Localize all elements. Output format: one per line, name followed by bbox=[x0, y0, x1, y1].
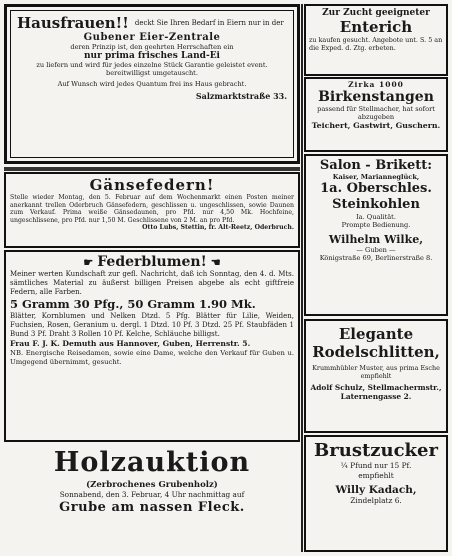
ad-rodelschlitten-name: Adolf Schulz, Stellmachermstr., Laternengasse 2. bbox=[310, 383, 442, 401]
ad-birkenstangen-text: passend für Stellmacher, hat sofort abzugeben bbox=[317, 105, 435, 121]
ad-hausfrauen-company: Gubener Eier-Zentrale bbox=[83, 32, 221, 43]
ad-enterich-text: zu kaufen gesucht. Angebote unt. S. 5 an die Exped. d. Ztg. erbeten. bbox=[309, 36, 443, 52]
ad-federblumen-nb: NB. Energische Reisedamen, sowie eine Dame, welche den Verkauf für Guben u. Umgegend übernimmt, gesucht. bbox=[10, 349, 294, 366]
ad-hausfrauen-address: Salzmarktstraße 33. bbox=[195, 91, 287, 101]
ad-brikett-headline2: 1a. Oberschles. Steinkohlen bbox=[320, 181, 432, 213]
ad-brustzucker-name: Willy Kadach, bbox=[335, 484, 417, 496]
ad-federblumen-demuth: Frau F. J. K. Demuth aus Hannover, Guben, Herrenstr. 5. bbox=[10, 339, 251, 348]
ad-holzauktion-sub: (Zerbrochenes Grubenholz) bbox=[86, 480, 218, 490]
right-column bbox=[304, 4, 448, 552]
ad-brustzucker-headline: Brustzucker bbox=[314, 440, 438, 461]
ad-holzauktion bbox=[4, 444, 300, 552]
ad-brustzucker-price: ¼ Pfund nur 15 Pf. bbox=[340, 461, 412, 470]
ad-enterich bbox=[304, 4, 448, 76]
ad-brikett-brand: Kaiser, Marianneglück, bbox=[332, 173, 420, 181]
ad-brikett-city: — Guben — bbox=[356, 245, 396, 254]
column-divider bbox=[301, 4, 303, 552]
ad-federblumen-text2: Blätter, Kornblumen und Nelken Dtzd. 5 Pfg. Blätter für Lilie, Weiden, Fuchsien, Rosen, Geranium u. dergl. 1 Dtzd. 10 Pf. 3 Dtzd. 25 Pf. Staubfäden 1 Bund 3 Pf. Draht 3 Rollen 10 Pf. Kelche, Schläuche billigst. bbox=[10, 312, 294, 338]
ad-birkenstangen bbox=[304, 77, 448, 152]
ad-birkenstangen-count: Zirka 1000 bbox=[348, 80, 404, 89]
ad-hausfrauen-intro: deckt Sie Ihren Bedarf in Eiern nur in der bbox=[134, 19, 284, 27]
divider-bar bbox=[4, 167, 300, 171]
ad-hausfrauen-line3: Auf Wunsch wird jedes Quantum frei ins Haus gebracht. bbox=[57, 80, 247, 88]
ad-holzauktion-headline: Holzauktion bbox=[53, 447, 251, 478]
ad-federblumen-headline: Federblumen! bbox=[97, 254, 207, 270]
ad-gaensefedern-signature: Otto Lubs, Stettin, fr. Alt-Reetz, Oderbruch. bbox=[142, 224, 294, 232]
ad-birkenstangen-headline: Birkenstangen bbox=[318, 89, 434, 105]
ad-hausfrauen-headline: Hausfrauen!! bbox=[17, 14, 129, 32]
ad-hausfrauen-line1: deren Prinzip ist, den geehrten Herrschaften ein bbox=[70, 43, 234, 51]
ad-brikett-name: Wilhelm Wilke, bbox=[328, 232, 424, 246]
ad-hausfrauen-line2: zu liefern und wird für jedes einzelne Stück Garantie geleistet event. bereitwilligst umgetauscht. bbox=[36, 61, 268, 77]
ad-hausfrauen bbox=[4, 4, 300, 164]
ad-federblumen-price: 5 Gramm 30 Pfg., 50 Gramm 1.90 Mk. bbox=[10, 297, 256, 311]
left-column bbox=[4, 4, 300, 552]
ad-rodelschlitten-text: Krummhübler Muster, aus prima Esche empfiehlt bbox=[312, 364, 440, 380]
ad-brikett bbox=[304, 154, 448, 316]
ad-enterich-headline: Enterich bbox=[339, 18, 413, 36]
newspaper-page bbox=[4, 4, 448, 552]
ad-brustzucker bbox=[304, 435, 448, 552]
ad-gaensefedern-text: Stelle wieder Montag, den 5. Februar auf dem Wochenmarkt einen Posten meiner anerkannt trellen Oderbruch Gänsefedern, geschlissen u. ungeschlissen, sowie Daunen zum Verkauf. Prima weiße Gänsedaunen, pro Pfd. nur 4,50 Mk. Hochfeine, ungeschlissene, pro Pfd. nur 1,50 M. Geschlissene von 2 M. an pro Pfd. bbox=[10, 194, 294, 224]
ad-gaensefedern bbox=[4, 172, 300, 248]
ad-rodelschlitten bbox=[304, 319, 448, 433]
ad-federblumen bbox=[4, 250, 300, 442]
ad-enterich-line1: Zur Zucht geeigneter bbox=[322, 8, 430, 18]
pointing-hand-left-icon: ☛ bbox=[83, 255, 94, 269]
ad-rodelschlitten-headline: Elegante Rodelschlitten, bbox=[312, 325, 440, 361]
ad-gaensefedern-headline: Gänsefedern! bbox=[89, 176, 215, 194]
pointing-hand-right-icon: ☚ bbox=[210, 255, 221, 269]
ad-brikett-address: Königstraße 69, Berlinerstraße 8. bbox=[319, 253, 433, 262]
ad-brikett-quality: Ia. Qualität. bbox=[356, 213, 396, 222]
ad-federblumen-text: Meiner werten Kundschaft zur gefl. Nachricht, daß ich Sonntag, den 4. d. Mts. sämtliches Material zu äußerst billigen Preisen abgebe als echt giftfreie Federn, alle Farben. bbox=[10, 270, 294, 296]
ad-holzauktion-place: Grube am nassen Fleck. bbox=[59, 500, 245, 515]
ad-brustzucker-address: Zindelplatz 6. bbox=[350, 496, 402, 505]
ad-holzauktion-date: Sonnabend, den 3. Februar, 4 Uhr nachmittag auf bbox=[59, 490, 245, 499]
ad-hausfrauen-slogan: nur prima frisches Land-Ei bbox=[84, 51, 220, 61]
ad-birkenstangen-names: Teichert, Gastwirt, Guschern. bbox=[311, 121, 441, 130]
ad-brustzucker-recommends: empfiehlt bbox=[358, 471, 394, 480]
ad-brikett-headline: Salon - Brikett: bbox=[319, 158, 433, 173]
ad-brikett-service: Prompte Bedienung. bbox=[341, 221, 411, 230]
